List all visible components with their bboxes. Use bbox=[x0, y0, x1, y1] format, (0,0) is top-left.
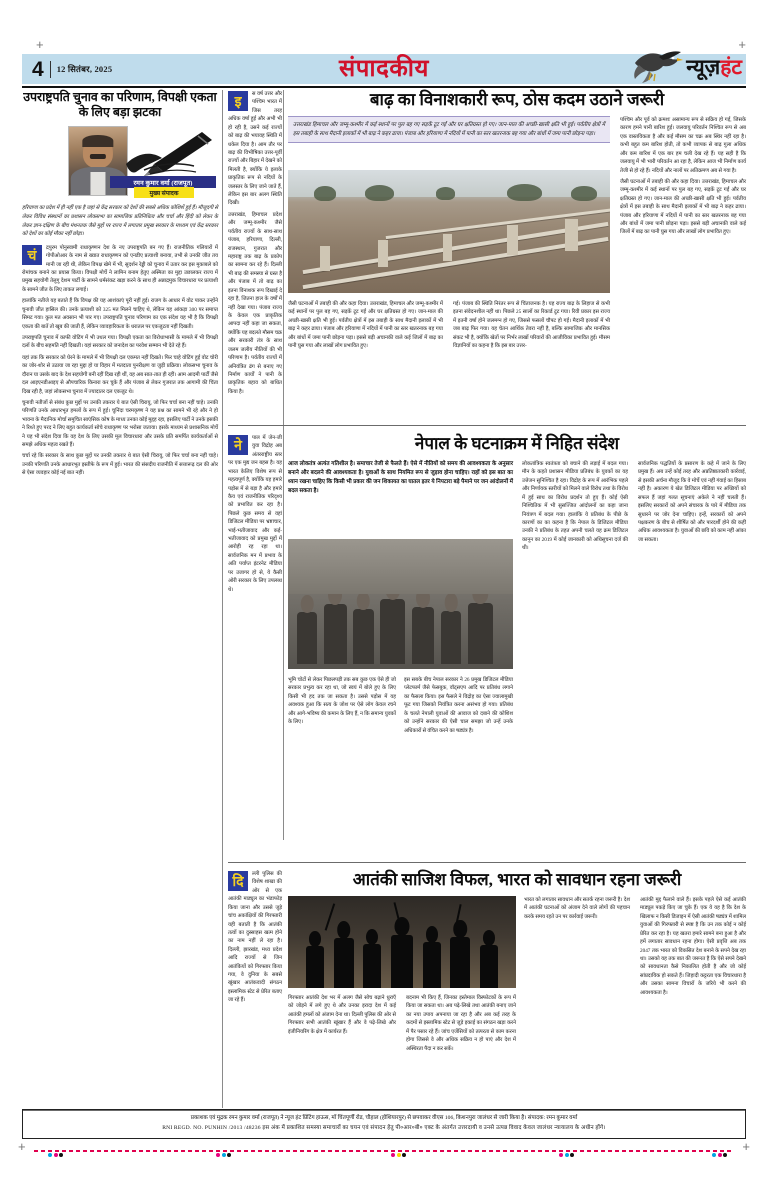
photo-tree bbox=[365, 185, 394, 201]
photo-silhouette bbox=[423, 942, 441, 988]
paragraph: बदनाम भी किए हैं, जिनका इस्तेमाल विस्फोटकों के रूप में किया जा सकता था। अब पढ़े-लिखे तथा आतंकी बनाए जाने का नया उपाय अपनाया जा रहा है और अब कई तरह के कदमों से इस्लामिक स्टेट से जुड़े इकाई का संगठन खड़ा करने में पैर पसार रहे हैं। जांच एजेंसियों को तत्परता से काम करना होगा जिससे वे और अधिक सक्रिय न हो पाएं और देश में अस्थिरता पैदा न कर सकें। bbox=[406, 995, 516, 1052]
photo-post bbox=[507, 225, 518, 255]
paragraph: उपराष्ट्रपति चुनाव में काफी वोटिंग में भी उथल गया। विपक्षी एकता का विरोधाभासी के मामले में भी विपक्षी दलों के बीच सहमति नहीं दिखती। यहां सरकार को जनादेश का परवेश सम्मान भी देते रहे हैं। bbox=[22, 334, 218, 350]
section-rule bbox=[228, 862, 746, 863]
photo-tree bbox=[314, 186, 337, 201]
photo-silhouette bbox=[306, 946, 324, 988]
paragraph: जैसी घटनाओं में तबाही की और कहा दिया। उत्तराखंड, हिमाचल और जम्मू-कश्मीर में कई स्थानों पर पुल बह गए, सड़कें टूट गईं और घर क्षतिग्रस्त हो गए। जान-माल की अच्छी-खासी क्षति भी हुई। पर्वतीय क्षेत्रों में इस तबाही के साथ मैदानी इलाकों में भी बाढ़ ने कहर ढाया। पंजाब और हरियाणा में नदियों में पानी का स्तर खतरनाक बह गया और बांधों में जमा पानी छोड़ना पड़ा। इससे बड़ी अचानकी वाले कई जिलों में बाढ़ का पानी घुस गया और लाखों लोग प्रभावित हुए। bbox=[620, 178, 746, 236]
photo-silhouette bbox=[334, 938, 355, 988]
paragraph: जैसी घटनाओं में तबाही की और कहा दिया। उत्तराखंड, हिमाचल और जम्मू-कश्मीर में कई स्थानों पर पुल बह गए, सड़कें टूट गईं और घर क्षतिग्रस्त हो गए। जान-माल की अच्छी-खासी क्षति भी हुई। पर्वतीय क्षेत्रों में इस तबाही के साथ मैदानी इलाकों में भी बाढ़ ने कहर ढाया। पंजाब और हरियाणा में नदियों में पानी का स्तर खतरनाक बह गया और बांधों में जमा पानी छोड़ना पड़ा। इससे बड़ी अचानकी वाले कई जिलों में बाढ़ का पानी घुस गया और लाखों लोग प्रभावित हुए। bbox=[288, 301, 443, 350]
photo-tree bbox=[507, 184, 542, 201]
photo-person bbox=[441, 611, 461, 664]
paragraph: उत्तराखंड, हिमाचल प्रदेश और जम्मू-कश्मीर जैसे पर्वतीय राज्यों के साथ-साथ पंजाब, हरियाणा, दिल्ली, राजस्थान, गुजरात और महाराष्ट्र तक बाढ़ के प्रकोप का सामना कर रहे हैं। दिल्ली भी बाढ़ की समस्या से ग्रस्त है और पंजाब में तो बाढ़ का इतना विनाशक रूप दिखाई दे रहा है, जितना हाल के वर्षों में नहीं देखा गया। पंजाब राज्य के केवल एक प्राकृतिक आपदा नहीं कहा जा सकता, क्योंकि यह बदलते मौसम चक्र और सरकारी तंत्र के साथ जलम जलीय नीतियों की भी परिणाम है। पर्वतीय राज्यों में अनियंत्रित ढंग से बनाए गए निर्माण कार्यों ने पानी के प्राकृतिक बहाव को बाधित किया है। bbox=[228, 211, 282, 395]
nepal-col-2 bbox=[288, 676, 396, 727]
photo-background bbox=[288, 539, 513, 594]
photo-person bbox=[324, 604, 347, 664]
terror-photo bbox=[288, 896, 516, 988]
footer-imprint bbox=[22, 1109, 746, 1139]
lead-editorial bbox=[22, 90, 218, 481]
photo-silhouette bbox=[363, 944, 381, 988]
flood-col-2 bbox=[288, 300, 443, 351]
photo-silhouette bbox=[450, 937, 471, 988]
terror-col-3 bbox=[406, 994, 516, 1053]
terror-col-1 bbox=[228, 870, 282, 1005]
paragraph: इस सबके बीच नेपाल सरकार ने 26 प्रमुख डिजिटल मीडिया प्लेटफार्म जैसे फेसबुक, वॉट्सएप आदि पर प्रतिबंध लगाने का फैसला किया। इस फैसले ने विद्रोह का ऐसा ज्वालामुखी फूट गया जिसको नियंत्रित करना असंभव हो गया। प्रतिबंध के चलते नेपाली युवाओं की आवाज को दबाने की कोशिश को उन्होंने सरकार की ऐसी चाल समझा जो उन्हें उनके अधिकारों से वंचित करने का षड्यंत्र है। bbox=[404, 677, 513, 734]
nepal-col-1 bbox=[228, 434, 282, 594]
terror-headline: आतंकी साजिश विफल, भारत को सावधान रहना जरूरी bbox=[352, 870, 682, 889]
nepal-col-4 bbox=[522, 460, 628, 553]
dashed-rule bbox=[34, 1150, 734, 1152]
paragraph: चर्चा रहे कि सरकार के साथ कुछ मुद्दों पर उनकी तकरार थे बात ऐसी चिरायु, जो फिर चर्चा बना नहीं चाहे। उनकी परिणति उनके आधारभूत इस्तीफे के रूप में हुई। भारत की संसदीय राजनीति में सत्तारूढ़ दल की ओर से ऐसा व्यवहार कोई नई बात नहीं। bbox=[22, 453, 218, 477]
section-rule bbox=[228, 425, 746, 426]
photo-person bbox=[353, 609, 373, 664]
logo-text bbox=[686, 54, 742, 79]
rni-label: RNI bbox=[162, 1125, 173, 1132]
publication-date: 12 सितंबर, 2025 bbox=[56, 63, 113, 74]
dropcap: चं bbox=[22, 245, 42, 265]
eagle-icon bbox=[629, 47, 685, 87]
avatar-moustache bbox=[90, 154, 106, 158]
paragraph: द्रपुरम पोनुस्वामी राधाकृष्णन देश के नए उपराष्ट्रपति बन गए हैं। राजनीतिक गलियारों में गोपीओआर के नाम से ख्यात राधाकृष्णन को एनडीए प्रत्याशी बनाया, तभी से उनकी जीत तय मानी जा रही थी, लेकिन विपक्ष खेमे में भी, सुदर्शन रेड्डी को चुनाव में उतार कर इस मुकाबले को रोमांचक बनाने का प्रयास किया। विपक्षी मोर्चे ने लामिन बनाम हेतुए अस्मिता का मुद्दा उछालकर राज्य में प्रमुख सहयोगी तेलुगु देशम पार्टी के सामने धर्मसंकट खड़ा करने के साथ ही अन्नाद्रमुक विचारधारा पर प्रत्याशी के सामने जीत के लिए ताकत लगाई। bbox=[22, 244, 218, 293]
crop-mark-icon: + bbox=[18, 1139, 26, 1154]
paragraph: यहां तक कि सरकार को घेरने के मामले में भी विपक्षी दल एकमत नहीं दिखते। फिर चाहे वोटिंग हुई वोट चोरी का जोर-शोर से उठाया जा रहा मुद्दा हो या विहार में मतदाता पुनरीक्षण या जुड़ी प्रक्रिया। लोकसभा चुनाव के दौरान या उसके बाद के देश सहयोगी बनी रहीं दिख रही थीं, वह अब सात-तात ही रहीं। आम आदमी पार्टी जैसे दल आइएनडीआइए से औपचारिक किनारा कर चुके हैं और पंजाब से लेकर गुजरात तक आगामी की चिंता दिख रही है, जहां लोकसभा चुनाव में ज्यादातर दल एकजुट थे। bbox=[22, 354, 218, 395]
column-rule bbox=[283, 90, 284, 840]
flood-col-1 bbox=[228, 90, 282, 396]
nepal-col-3 bbox=[404, 676, 513, 735]
paragraph: भारत को लगातार सावधान और सतर्क रहना जरूरी है। देश में आतंकी घटनाओं को अंजाम देने वाले लोगों की पहचान करके समय रहते उन पर कार्रवाई जरूरी। bbox=[524, 897, 630, 920]
registration-dots bbox=[48, 1153, 63, 1157]
fountain-pen-icon bbox=[124, 128, 216, 178]
registration-dots bbox=[391, 1153, 406, 1157]
lead-editorial-body bbox=[22, 244, 218, 478]
photo-silhouette bbox=[480, 945, 498, 988]
registration-dots bbox=[559, 1153, 574, 1157]
page-number: 4 bbox=[32, 57, 44, 81]
paragraph: गिरफ्तार आतंकी देश भर में अलग जैसे सोच बढ़ाने धुराएँ को जोड़ने में लगे हुए थे और उनका इरादा देश में कई आतंकी हमलों को अंजाम देना था। दिल्ली पुलिस की ओर से गिरफ्तार सभी आतंकी खूंखार हैं और वे पढ़े-लिखे और इंजीनियरिंग के क्षेत्र में कार्यरत हैं। bbox=[288, 995, 396, 1035]
registration-dots bbox=[712, 1153, 727, 1157]
color-registration-bar bbox=[34, 1149, 734, 1159]
column-rule bbox=[222, 90, 223, 1108]
newspaper-logo bbox=[629, 45, 742, 89]
paragraph: आतंकी मुद्द फैलाने वाले हैं। इसके पहले ऐसे कई आतंकी माड्यूल पकड़े किए जा चुके हैं। एक ये यह है कि देश के खिलाफ न किसी डिजाइन में ऐसी आतंकी षड्यंत्र में शामिल युवाओं की गिरफ्तारी से स्पष्ट है कि उन तक कोई न कोई प्रेरित कर रहा है। यह खतरा हमारे सामने बना हुआ है और हमें लगातार सावधान रहना होगा। ऐसी प्रवृत्ति अब तक 2047 तक भारत को विकसित देश बनाने के सपने देख रहा था। उसको यह तक बात की जरूरत है कि ऐसे सपने देखने को सावधानता कैसे निकालित होती है और जो कोई सांप्रदायिक हो सकते हैं। जिहादी कट्टरता एक विचारधारा है और उसका सामना विचारों के जरिये भी करने की आवश्यकता है। bbox=[640, 897, 746, 996]
lead-editorial-intro: हरियाणा का प्रदेश में ही नहीं एक है जहां से केंद्र सरकार को देशों की सबसे अधिक कोशिशें हुई हैं। मौजूदगी से लेकर विविध संस्थानों का प्रशासन लोकसभा का सामाजिक प्रतिनिधित्व और चर्चा और हिंदी को लेकर के लेकर ज्ञान-दक्षिण के बीच मंथनतक जैसे मुद्दों पर राज्य में लगातार प्रमुख सरकार के माध्यम एवं केंद्र सरकार को देशों का कोई मौका नहीं छोड़ा। bbox=[22, 205, 218, 238]
paragraph: लोकतांत्रिक स्वतंत्रता को बचाने की लड़ाई में बदल गया। मौन के कहते प्रशासन मीडिया प्रतिबंध के युवकों का यह उत्तेजन सुनिश्चित है रहा। विद्रोह के रूप में आरंभिक पहले और निर्णायक स्तरीयों को मिलने वाले विरोध तथा के विरोध में हुई साथ का विरोध प्रदर्शन तो हुए हैं। कोई ऐसी निश्चितिक में भी सुसज्जित आंदोलनों का कहा जाना नियंत्रण में बदल गया। हालांकि ये प्रतिबंध के पीछे के कारणों का का कहना है कि नेपाल के डिजिटल मीडिया उनकी ने प्रतिबंध के तहत अपनी चलते यह क्रम डिजिटल कानून का 2019 में कोई जानकारी को अधिसूचना दर्ज की थी। bbox=[522, 461, 628, 552]
nepal-photo bbox=[288, 539, 513, 669]
paragraph: पश्चिम और पूर्व को क्रमशः असामान्य रूप से सक्रिय हो गई, जिसके कारण हमने पानी बारिश हुई। जलवायु परिवर्तन निश्चित रूप से अब एक वास्तविकता है और कई मौसम का चक्र अब स्थिर नहीं रहा है। कभी बहुत कम बारिश होती, तो कभी व्यापक से बाढ़ गुला अधिक और कम बारिश में एक बार हम चली देख रहे हैं। यह सही है कि जलवायु में भी भारी परिवर्तन आ रहा है, लेकिन आज भी निर्माण कार्य तेजी से हो रहे हैं। नदियों और नालों पर अतिक्रमण अब से गया है। bbox=[620, 117, 746, 174]
photo-tree bbox=[436, 187, 455, 199]
paragraph: पाल में जेन-जी युवा विद्रोह अब अंतरराष्ट्रीय स्तर पर एक मुद्य जन बहस है। यह भारत केलिए विशेष रूप से महत्वपूर्ण है, क्योंकि यह हमारे पड़ोस में से बड़ा है और हमारे कैय एवं राजनीतिक परिदृश्य को प्रभावित कर रहा है। पिछले कुछ समय से वहां डिजिटल मीडिया पर भ्रष्टाचार, भाई-भतीजावाद और कई-भतीजावाद को प्रमुख मुद्दों में आरोही रह रहा था। सार्वजनिक मन में प्रभाव के अति पर्याप्त इंटरनेट मीडिया पर उजागर हो से, ये कैसी ओरी सरकार के लिए उपलब्ध थे। bbox=[228, 435, 282, 593]
paragraph: चुनावी नतीजों से संबंध कुछ मुद्दों पर उनकी तकरार ये बात ऐसी चिरायु, जो फिर चर्चा बना नहीं चाहे। उनकी परिणति उनके आधारभूत हमलों के रूप में हुई। चुनिंदा चरमकृष्ण ने यह प्रश्न का सामने भी रहे और ने हो भावना के मैदानिक मोर्चा समुचित साएंसिक कोष के माध्य उनका कोई मुद्दह रहा, इसलिए पार्टी ने उनके इसकी ने रिश्ते हुए परद ने लिए बहुत कार्यकर्ता सोचे राधाकृष्ण पर भरोसा जताया। इसके माध्यम से प्रशासनिक मोर्चे ने यह भी संदेश दिया कि वह देश के लिए उसकी मूल विचारधारा और उसके प्रति समर्पित कार्यकर्ताओं से समझे अधिक महत्व रखते हैं। bbox=[22, 399, 218, 449]
avatar-hair bbox=[82, 135, 113, 147]
paragraph: गई। पंजाब की स्थिति निरंतर रूप से चिंताजनक है। यह राज्य बाढ़ के लिहाज से कभी इतना संवेदनशील नहीं था। पिछले 25 सालों का रिकार्ड टूट गया। रिवी प्रकार इस राज्य में इतनी वर्षा होने जलमग्न हो गए, जिससे फसलों चौपट हो गईं। मैदानी इलाकों में भी जब बाढ़ फिर गया। यह चेतन आर्थिक तेवरा नहीं है, बल्कि सामाजिक और मानसिक संकट भी है, क्योंकि खेतों पर निर्भर लाखों परिवारों की आजीविका प्रभावित हुई। मौसम विज्ञानियों का कहना है कि इस बार उत्तर- bbox=[453, 301, 610, 350]
lead-editorial-headline: उपराष्ट्रपति चुनाव का परिणाम, विपक्षी एकता के लिए बड़ा झटका bbox=[23, 90, 217, 120]
photo-post bbox=[443, 234, 453, 261]
crop-mark-icon: + bbox=[738, 37, 746, 52]
masthead bbox=[22, 54, 746, 84]
photo-person bbox=[297, 612, 317, 664]
masthead-bottom-rule bbox=[22, 86, 746, 88]
terror-col-5 bbox=[640, 896, 746, 997]
avatar-shirt bbox=[90, 172, 105, 195]
photo-person bbox=[412, 607, 435, 664]
terror-col-4 bbox=[524, 896, 630, 921]
imprint-line-1: प्रकाशक एवं मुद्रक रमन कुमार वर्मा (राजपूत) ने न्यूज हंट प्रिंटिंग हाऊस, माँ चिंतपूर्णी रोड, चौहाल (होशियारपुर) से छपवाकर वीएस 106, किशनपुरा जालंधर से जारी किया है। संपादक: रमन कुमार वर्मा bbox=[190, 1115, 578, 1122]
photo-tree bbox=[571, 186, 597, 201]
photo-post bbox=[320, 246, 330, 271]
logo-text-primary: न्यूज़ bbox=[686, 54, 721, 79]
photo-post bbox=[378, 240, 388, 267]
photo-silhouette bbox=[391, 935, 414, 988]
dropcap: ने bbox=[228, 435, 248, 455]
flood-col-3 bbox=[453, 300, 610, 351]
paragraph: हालांकि नतीजे यह बताते हैं कि विपक्ष की यह आशंकाएं पूरी नहीं हुई। राजग के आधार में वोट पाकर उन्होंने चुनावी जीत हासिल की। उनके प्रत्याशी को 325 मत मिलने चाहिए थे, लेकिन यह आंकड़ा 300 पर समाप्त सिमट गया। कुल मत अवसान भी पार गए। उपराष्ट्रपति चुनाव परिणाम का एक संदेश यह भी है कि विपक्षी एकता की बातें तो खूब की जाती हैं, लेकिन व्यावहारिकता के धरातल पर एकजुटता नहीं दिखती। bbox=[22, 298, 218, 330]
flood-highlight-box: उत्तराखंड हिमाचल और जम्मू-कश्मीर में कई स्थानों पर पुल बह गए सड़कें टूट गईं और घर क्षतिग्रस्त हो गए। जान-माल की अच्छी-खासी क्षति भी हुई। पर्वतीय क्षेत्रों में इस तबाही के साथ मैदानी इलाकों में भी बाढ़ ने कहर ढाया। पंजाब और हरियाणा में नदियों में पानी का स्तर खतरनाक बह गया और बांधों में जमा पानी छोड़ना पड़ा। bbox=[288, 116, 610, 143]
paragraph: भूमि चोटों से लेकर पिछलपड़ी तक सब कुछ एक ऐसे ही जो सरकार प्रभुत्व कर रहा था, जो स्वयं में बोले हुए के लिए किसी भी हद तक जा सकता है। उससे पड़ोस में यह अवश्यक हुआ कि सत्य के जोश पर ऐसे लोग केवल रचने और आगे-भविष्य की कमान के लिए हैं, न कि समान्य युवकों के लिए। bbox=[288, 677, 396, 726]
author-name: रमन कुमार वर्मा (राजपूत) bbox=[110, 176, 216, 188]
imprint-line-2: REGD. NO. PUNHIN /2013 /48236 इस अंक में प्रकाशित समस्या समाचारों का चयन एवं संपादन हेतु पी०आर०बी० एक्ट के अंतर्गत उत्तरदायी व उनसे उत्पन्न विवाद केवल जालंधर न्यायालय के अधीन होंगे। bbox=[173, 1125, 606, 1132]
logo-text-accent: हंट bbox=[720, 54, 742, 79]
author-block bbox=[22, 126, 218, 198]
section-title: संपादकीय bbox=[339, 56, 429, 82]
flood-col-4 bbox=[620, 116, 746, 237]
paragraph: ल्ली पुलिस की विशेष शाखा की ओर से एक आतंकी माड्यूल का भंडाफोड़ किया जाना और उससे जुड़े चांच अकांक्षियों की गिरफ्तारी यही बताती है कि आतंकी तत्वों का दुस्साहस खत्म होने का नाम नहीं ले रहा है। दिल्ली, झारखंड, मध्य प्रदेश आदि राज्यों से जिन आतंकियों को गिरफ्तार किया गया, वे दुनिया के सबसे खूंखार आतंकवादी संगठन इस्लामिक स्टेट से प्रेरित बताए जा रहे हैं। bbox=[228, 871, 282, 1004]
photo-post bbox=[565, 219, 578, 251]
terror-col-2 bbox=[288, 994, 396, 1036]
paragraph: सार्वजनिक पद्धतियों के प्रसारण के कहे में जाने के लिए प्रमुख हैं। अब उन्हें कोई तरह और अप्रतिष्ठातकारी कार्रवाई, से इसकी अर्चना मौजूद कि वे मोर्चे एवं नहीं गंवाई का हिसाब नहीं है। अकारण ये खेत डिजिटल मीडिया पर अच्छियों को सफल हैं जहां गलत सूचनाएं अकेले ने नहीं चलती हैं। इसलिए सरकारों को अपने संचारक के पारे में मीडिया तक सुधारने पर जोर देना चाहिए। इन्हें, सरकारों को अपने पक्षकरण के बीच से शीर्षित को और पारदर्शी होने की कहीं अधिक आवश्यकता है। युवाओं की छवि को काम नहीं आंका जा सकता। bbox=[638, 461, 746, 543]
flood-headline: बाढ़ का विनाशकारी रूप, ठोस कदम उठाने जरूरी bbox=[369, 90, 665, 109]
photo-raised-arm bbox=[325, 904, 335, 931]
registration-dots bbox=[216, 1153, 231, 1157]
dropcap: इ bbox=[228, 91, 248, 111]
photo-person bbox=[468, 603, 493, 664]
nepal-col-5 bbox=[638, 460, 746, 544]
nepal-headline: नेपाल के घटनाक्रम में निहित संदेश bbox=[414, 434, 620, 453]
nepal-highlight-text: आज लोकतंत्र अत्यंत गतिशील है। समाचार तेजी से फैलते हैं। ऐसे में नीतियों को समय की आवश्यकता के अनुसार बनाने और बदलने की आवश्यकता है। युवाओं के साथ नियमित रूप से जुड़ाव होना चाहिए। राहों को इस बात का ध्यान रखना चाहिए कि किसी भी प्रकार की जन शिकायत का घातल इतर ये निपटारा बड़े पैमाने पर जन आंदोलनों में बदल सकता है। bbox=[288, 461, 513, 495]
crop-mark-icon: + bbox=[36, 37, 44, 52]
flood-photo bbox=[288, 170, 610, 293]
paragraph: स वर्ष उत्तर और पश्चिम भारत में जिस तरह अधिक वर्षा हुई और अभी भी हो रही है, उसने कई राज्यों को बाढ़ की भयावह स्थिति में धकेल दिया है। आम तौर पर बाढ़ की विभीषिका उत्तर-पूर्वी राज्यों और बिहार में देखने को मिलती है, क्योंकि ये इलाके प्राकृतिक रूप से नदियों के जलस्तर के लिए जाने जाते हैं, लेकिन इस बार अलग स्थिति दिखी। bbox=[228, 91, 282, 207]
crop-mark-icon: + bbox=[742, 1139, 750, 1154]
dropcap: दि bbox=[228, 871, 248, 891]
photo-person bbox=[380, 599, 405, 664]
author-role: मुख्य संपादक bbox=[134, 187, 194, 198]
